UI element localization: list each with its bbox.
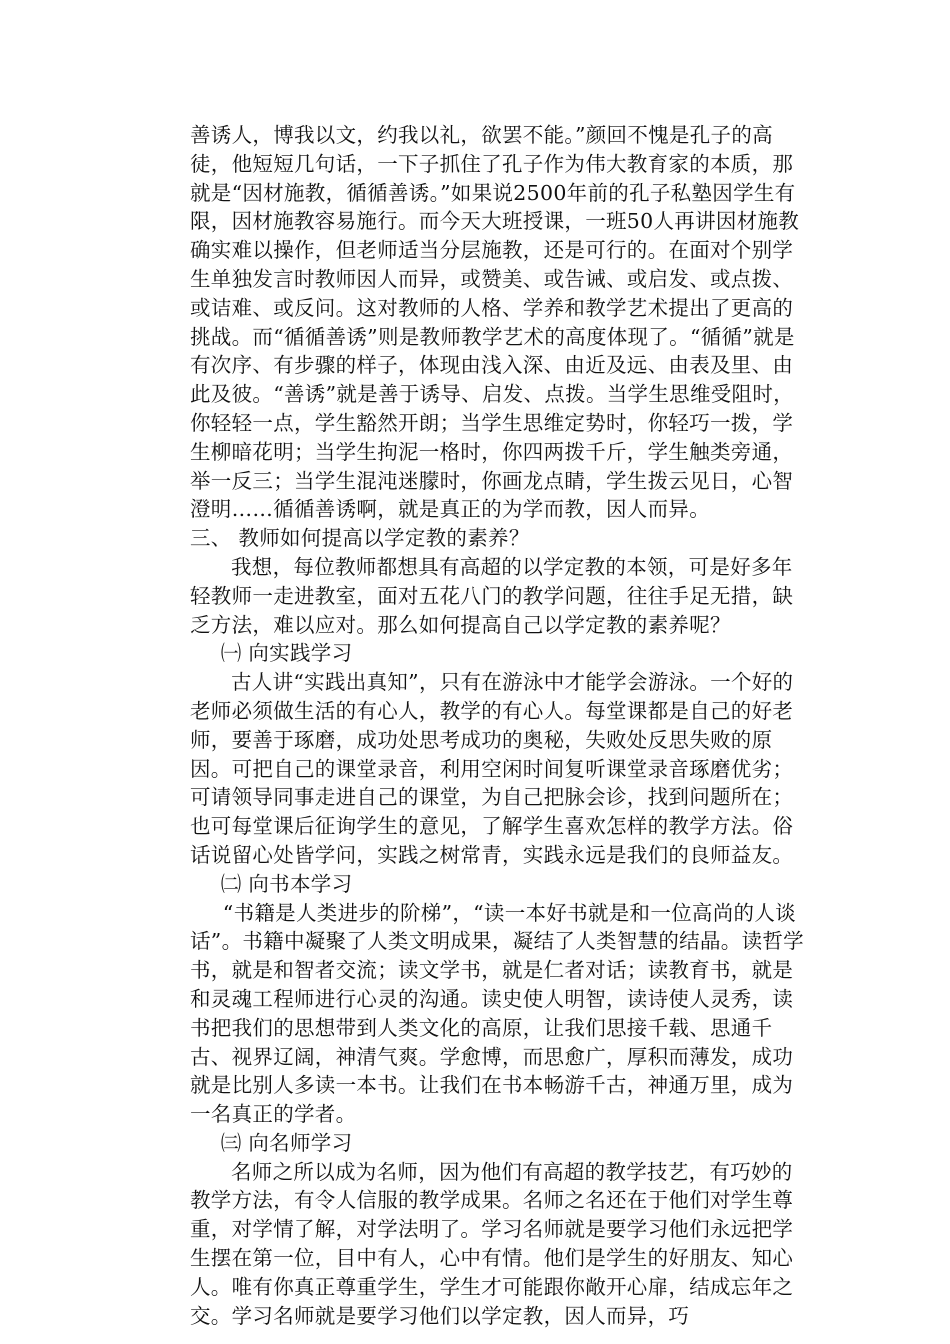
subsection-1-body: 古人讲“实践出真知”，只有在游泳中才能学会游泳。一个好的老师必须做生活的有心人，教学的有心人。每堂课都是自己的好老师，要善于琢磨，成功处思考成功的奥秘，失败处反思失败的原因。可把自己的课堂录音，利用空闲时间复听课堂录音琢磨优劣；可请领导同事走进自己的课堂，为自己把脉会诊，找到问题所在；也可每堂课后征询学生的意见，了解学生喜欢怎样的教学方法。俗话说留心处皆学问，实践之树常青，实践永远是我们的良师益友。 [190,670,794,867]
subsection-1-heading: ㈠ 向实践学习 [220,641,353,666]
document-body [190,121,810,1330]
paragraph-continued: 善诱人，博我以文，约我以礼，欲罢不能。”颜回不愧是孔子的高徒，他短短几句话，一下子抓住了孔子作为伟大教育家的本质，那就是“因材施教，循循善诱。”如果说2500年前的孔子私塾因学生有限，因材施教容易施行。而今天大班授课，一班50人再讲因材施教确实难以操作，但老师适当分层施教，还是可行的。在面对个别学生单独发言时教师因人而异，或赞美、或告诫、或启发、或点拨、或诘难、或反问。这对教师的人格、学养和教学艺术提出了更高的挑战。而“循循善诱”则是教师教学艺术的高度体现了。“循循”就是有次序、有步骤的样子，体现由浅入深、由近及远、由表及里、由此及彼。“善诱”就是善于诱导、启发、点拨。当学生思维受阻时，你轻轻一点，学生豁然开朗；当学生思维定势时，你轻巧一拨，学生柳暗花明；当学生拘泥一格时，你四两拨千斤，学生触类旁通，举一反三；当学生混沌迷朦时，你画龙点睛，学生拨云见日，心智澄明……循循善诱啊，就是真正的为学而教，因人而异。 [190,123,800,522]
subsection-2-heading: ㈡ 向书本学习 [220,871,353,896]
subsection-2-body: “书籍是人类进步的阶梯”，“读一本好书就是和一位高尚的人谈话”。书籍中凝聚了人类文明成果，凝结了人类智慧的结晶。读哲学书，就是和智者交流；读文学书，就是仁者对话；读教育书，就是和灵魂工程师进行心灵的沟通。读史使人明智，读诗使人灵秀，读书把我们的思想带到人类文化的高原，让我们思接千载、思通千古、视界辽阔，神清气爽。学愈博，而思愈广，厚积而薄发，成功就是比别人多读一本书。让我们在书本畅游千古，神通万里，成为一名真正的学者。 [190,900,804,1127]
subsection-3-heading: ㈢ 向名师学习 [220,1130,353,1155]
section-3-intro: 我想，每位教师都想具有高超的以学定教的本领，可是好多年轻教师一走进教室，面对五花八门的教学问题，往往手足无措，缺乏方法，难以应对。那么如何提高自己以学定教的素养呢？ [190,554,794,637]
section-3-heading: 三、 教师如何提高以学定教的素养？ [190,526,530,551]
subsection-3-body: 名师之所以成为名师，因为他们有高超的教学技艺，有巧妙的教学方法，有令人信服的教学成果。名师之名还在于他们对学生尊重，对学情了解，对学法明了。学习名师就是要学习他们永远把学生摆在第一位，目中有人，心中有情。他们是学生的好朋友、知心人。唯有你真正尊重学生，学生才可能跟你敞开心扉，结成忘年之交。学习名师就是要学习他们以学定教，因人而异，巧 [190,1159,794,1328]
